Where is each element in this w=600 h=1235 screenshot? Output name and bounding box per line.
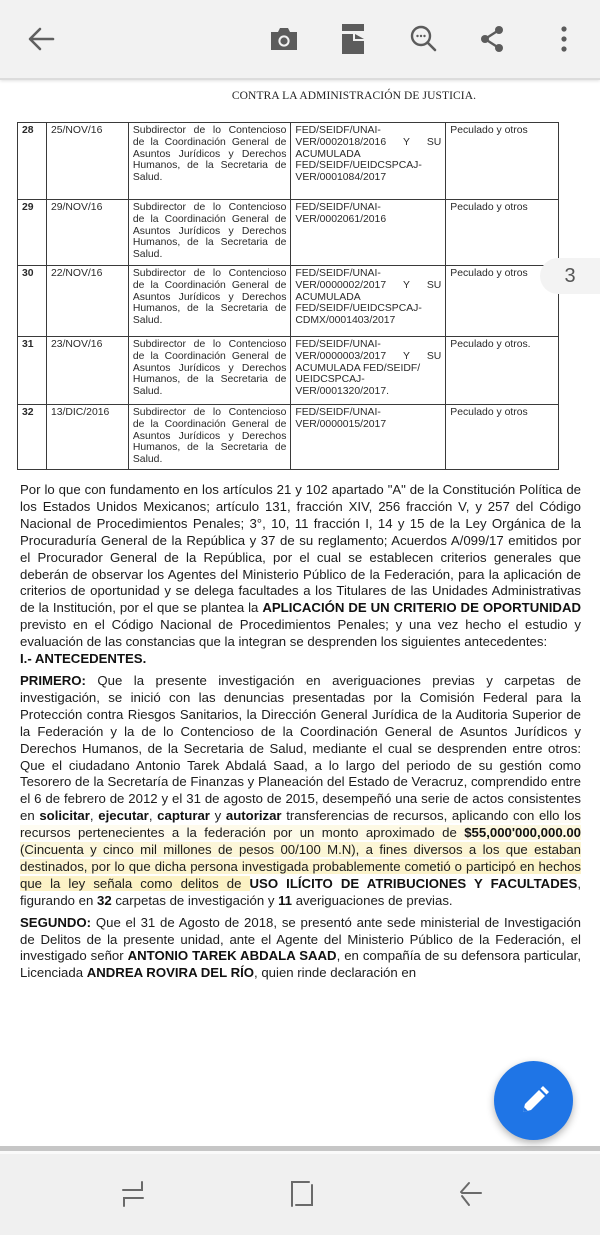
row-authority: Subdirector de lo Contencioso de la Coordinación General de Asuntos Jurídicos y Derechos Humanos, de la Secretaria de Salud. — [128, 123, 291, 200]
sep: y — [209, 808, 226, 824]
row-file-number — [291, 266, 446, 337]
row-file-number — [291, 337, 446, 405]
file-number-word: Y — [403, 136, 410, 148]
count-averiguaciones: 11 — [278, 892, 293, 908]
file-number-line: FED/SEIDF/UNAI- — [295, 125, 381, 136]
file-number-line: FED/SEIDF/UNAI- — [295, 407, 381, 418]
file-number-line: FED/SEIDF/UNAI- — [295, 268, 381, 279]
nav-back-button[interactable] — [445, 1172, 495, 1216]
back-icon — [457, 1179, 483, 1209]
row-crime: Peculado y otros. — [446, 337, 559, 405]
file-number-word: VER/0000003/2017 — [295, 350, 387, 362]
share-icon — [478, 25, 506, 53]
row-authority: Subdirector de lo Contencioso de la Coordinación General de Asuntos Jurídicos y Derechos Humanos, de la Secretaria de Salud. — [128, 266, 291, 337]
row-date: 23/NOV/16 — [46, 337, 128, 405]
home-button[interactable] — [277, 1172, 327, 1216]
recent-apps-button[interactable] — [108, 1172, 158, 1216]
document-icon — [341, 23, 365, 55]
segundo-text-2: , en compañía de su defensora particular, Licenciada — [20, 948, 581, 981]
sep: , — [89, 808, 99, 824]
back-button[interactable] — [18, 16, 64, 62]
row-number: 28 — [18, 123, 47, 200]
file-number-word: Y — [403, 350, 410, 362]
row-file-number — [291, 405, 446, 470]
more-options-button[interactable] — [541, 16, 587, 62]
file-number-line — [295, 280, 441, 292]
file-number-line: CDMX/0001403/2017 — [295, 315, 396, 327]
system-nav-bar — [0, 1151, 600, 1235]
file-number-line: FED/SEIDF/UNAI- — [295, 339, 381, 350]
sep: , — [148, 808, 158, 824]
find-in-document-button[interactable] — [401, 16, 447, 62]
file-number-line: FED/SEIDF/UEIDCSPCAJ- — [295, 303, 422, 315]
section-heading — [20, 651, 581, 668]
row-crime: Peculado y otros — [446, 200, 559, 266]
camera-button[interactable] — [261, 16, 307, 62]
row-date: 25/NOV/16 — [46, 123, 128, 200]
verb-capturar: capturar — [157, 808, 210, 824]
attorney-name: ANDREA ROVIRA DEL RÍO — [86, 965, 255, 981]
segundo-text: Que el 31 de Agosto de 2018, se presentó ante sede ministerial de Investigación de Delitos de la presente unidad, ante el Agente del Ministerio Público de la Federación, el investigado señor — [20, 914, 581, 964]
file-number-word: Y — [403, 279, 410, 291]
count-carpetas: 32 — [97, 892, 112, 908]
row-file-number — [291, 123, 446, 200]
primero-text-6: averiguaciones de previas. — [292, 892, 453, 908]
verb-solicitar: solicitar — [39, 808, 90, 824]
segundo-label: SEGUNDO: — [20, 914, 92, 930]
person-name: ANTONIO TAREK ABDALA SAAD — [127, 948, 337, 964]
file-number-line: UEIDCSPCAJ- — [295, 374, 365, 386]
table-row — [18, 123, 559, 200]
segundo-text-3: , quien rinde declaración en — [254, 965, 417, 981]
document-button[interactable] — [330, 16, 376, 62]
pencil-icon — [517, 1084, 551, 1118]
row-date: 22/NOV/16 — [46, 266, 128, 337]
primero-paragraph — [20, 673, 581, 910]
row-date: 29/NOV/16 — [46, 200, 128, 266]
document-body — [20, 482, 581, 982]
table-row — [18, 200, 559, 266]
file-number-line: FED/SEIDF/UEIDCSPCAJ- — [295, 160, 422, 172]
row-crime: Peculado y otros — [446, 123, 559, 200]
file-number-line — [295, 137, 441, 149]
cases-table — [17, 122, 559, 470]
file-number-word: SU — [426, 136, 442, 148]
intro-paragraph — [20, 482, 581, 651]
amount: $55,000'000,000.00 — [464, 825, 581, 841]
verb-autorizar: autorizar — [225, 808, 282, 824]
row-number: 30 — [18, 266, 47, 337]
file-number-line: FED/SEIDF/UNAI- — [295, 202, 381, 213]
row-authority: Subdirector de lo Contencioso de la Coordinación General de Asuntos Jurídicos y Derechos Humanos, de la Secretaria de Salud. — [128, 405, 291, 470]
document-header: CONTRA LA ADMINISTRACIÓN DE JUSTICIA. — [231, 90, 477, 102]
file-number-word: VER/0000002/2017 — [295, 279, 387, 291]
row-authority: Subdirector de lo Contencioso de la Coordinación General de Asuntos Jurídicos y Derechos Humanos, de la Secretaria de Salud. — [128, 200, 291, 266]
camera-icon — [269, 26, 299, 52]
table-row — [18, 337, 559, 405]
file-number-line: ACUMULADA FED/SEIDF/ — [295, 362, 421, 374]
file-number-line: VER/0001084/2017 — [295, 172, 387, 184]
primero-text-5: carpetas de investigación y — [111, 892, 279, 908]
primero-text: Que la presente investigación en averiguaciones previas y carpetas de investigación, se inició con las denuncias presentadas por la Comisión Federal para la Protección contra Riesgos Sanitarios, la Dirección General Jurídica de la Auditoria Superior de la Federación y la de lo Contencioso de la Coordinación General de Asuntos Jurídicos y Derechos Humanos, de la Secretaria de Salud, mediante el cual se desprenden entre otros: Que el ciudadano Antonio Tarek Abdalá Saad, a lo largo del periodo de su gestión como Tesorero de la Secretaría de Finanzas y Planeación del Estado de Veracruz, comprendido entre el 6 de febrero de 2012 y el 31 de agosto de 2015, desempeñó una serie de actos consistentes en — [20, 672, 581, 824]
document-page[interactable] — [0, 82, 600, 1142]
file-number-line: VER/0000015/2017 — [295, 418, 387, 430]
home-icon — [289, 1179, 315, 1209]
primero-text-4: , figurando en — [20, 875, 581, 908]
primero-label: PRIMERO: — [20, 672, 86, 688]
recent-apps-icon — [120, 1179, 146, 1209]
verb-ejecutar: ejecutar — [98, 808, 149, 824]
app-toolbar — [0, 0, 600, 80]
table-row — [18, 405, 559, 470]
more-vert-icon — [560, 25, 568, 53]
row-authority: Subdirector de lo Contencioso de la Coordinación General de Asuntos Jurídicos y Derechos Humanos, de la Secretaria de Salud. — [128, 337, 291, 405]
file-number-word: SU — [426, 350, 442, 362]
row-number: 29 — [18, 200, 47, 266]
row-file-number — [291, 200, 446, 266]
file-number-line: VER/0001320/2017. — [295, 386, 389, 398]
table-row — [18, 266, 559, 337]
intro-bold: APLICACIÓN DE UN CRITERIO DE OPORTUNIDAD — [262, 600, 582, 616]
section-heading-text: I.- ANTECEDENTES. — [20, 651, 147, 667]
primero-text-3: (Cincuenta y cinco mil millones de pesos 00/100 M.N), a fines diversos a los que estaban destinados, por lo que dicha persona investigada probablemente cometió o participó en hechos que la ley señala como delitos de — [20, 842, 581, 891]
primero-text-2: transferencias de recursos, aplicando con ello los recursos pertenecientes a la federación por un monto aproximado de — [20, 808, 582, 841]
row-number: 31 — [18, 337, 47, 405]
row-number: 32 — [18, 405, 47, 470]
file-number-line: ACUMULADA — [295, 148, 361, 160]
row-date: 13/DIC/2016 — [46, 405, 128, 470]
intro-text: Por lo que con fundamento en los artículos 21 y 102 apartado "A" de la Constitución Política de los Estados Unidos Mexicanos; artículo 131, fracción XIV, 256 fracción V, y 257 del Código Nacional de Procedimientos Penales; 3°, 10, 11 fracción I, 14 y 15 de la Ley Orgánica de la Procuraduría General de la República y 37 de su reglamento; Acuerdos A/099/17 emitidos por el Procurador General de la República, por el cual se establecen criterios generales que deberán de observar los Agentes del Ministerio Público de la Federación, para la aplicación de criterios de oportunidad y se delega facultades a los Titulares de las Unidades Administrativas de la Institución, por el que se plantea la — [20, 482, 581, 616]
page-number-badge: 3 — [540, 258, 600, 294]
row-crime: Peculado y otros — [446, 266, 559, 337]
arrow-left-icon — [26, 26, 56, 52]
intro-text-2: previsto en el Código Nacional de Procedimientos Penales; y una vez hecho el estudio y evaluación de las constancias que la integran se desprenden los siguientes antecedentes: — [20, 617, 581, 650]
share-button[interactable] — [469, 16, 515, 62]
file-number-word: VER/0002018/2016 — [295, 136, 387, 148]
row-crime: Peculado y otros — [446, 405, 559, 470]
file-number-word: SU — [426, 279, 442, 291]
segundo-paragraph — [20, 915, 581, 983]
file-number-line: ACUMULADA — [295, 291, 361, 303]
file-number-line: VER/0002061/2016 — [295, 213, 387, 225]
edit-fab-button[interactable] — [494, 1061, 573, 1140]
crime-name: USO ILÍCITO DE ATRIBUCIONES Y FACULTADES — [249, 875, 578, 891]
search-more-icon — [409, 24, 439, 54]
file-number-line — [295, 351, 441, 363]
